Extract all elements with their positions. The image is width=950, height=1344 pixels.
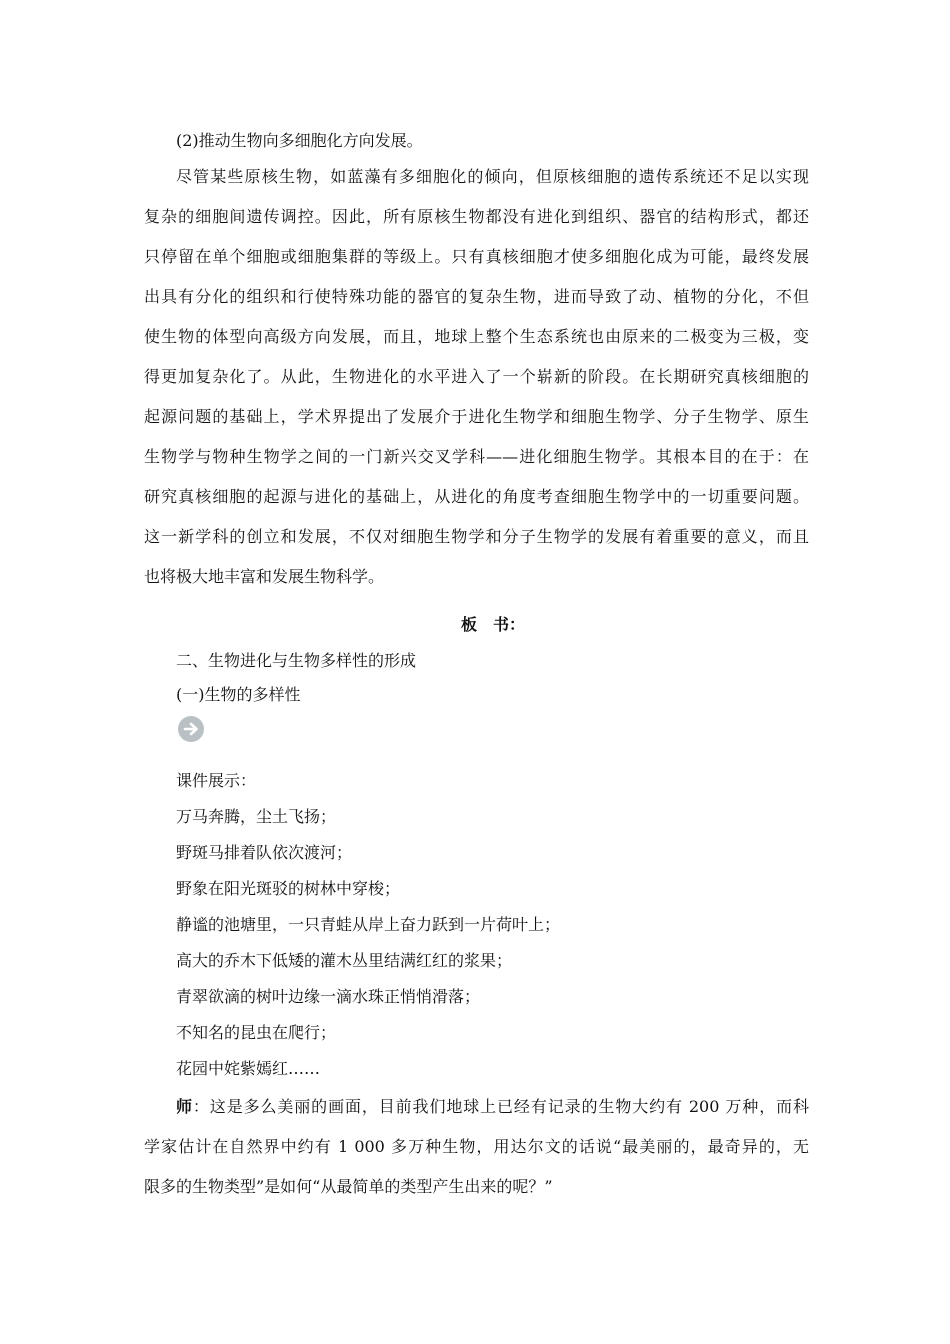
poem-line: 青翠欲滴的树叶边缘一滴水珠正悄悄滑落； [176,987,481,1006]
board-heading: 板 书： [460,615,525,634]
paragraph-point-2: (2)推动生物向多细胞化方向发展。 [176,131,423,150]
paragraph-line: 这一新学科的创立和发展，不仅对细胞生物学和分子生物学的发展有着重要的意义，而且 [144,527,809,546]
section-title: 二、生物进化与生物多样性的形成 [176,651,417,670]
paragraph-line: 使生物的体型向高级方向发展，而且，地球上整个生态系统也由原来的二极变为三极，变 [144,327,809,346]
arrow-right-circle-icon[interactable] [178,716,204,742]
poem-line: 高大的乔木下低矮的灌木丛里结满红红的浆果； [176,951,513,970]
teacher-label: 师 [176,1097,193,1116]
poem-line: 万马奔腾，尘土飞扬； [176,807,337,826]
paragraph-line: 研究真核细胞的起源与进化的基础上，从进化的角度考查细胞生物学中的一切重要问题。 [144,487,809,506]
poem-line: 不知名的昆虫在爬行； [176,1023,337,1042]
paragraph-line: 得更加复杂化了。从此，生物进化的水平进入了一个崭新的阶段。在长期研究真核细胞的 [144,367,809,386]
teacher-line [176,1094,809,1117]
courseware-label: 课件展示： [176,771,257,790]
paragraph-line: 生物学与物种生物学之间的一门新兴交叉学科——进化细胞生物学。其根本目的在于：在 [144,447,809,466]
paragraph-line: 也将极大地丰富和发展生物科学。 [144,567,385,586]
poem-line: 静谧的池塘里，一只青蛙从岸上奋力跃到一片荷叶上； [176,915,561,934]
teacher-line: 限多的生物类型”是如何“从最简单的类型产生出来的呢？” [144,1177,553,1196]
subsection-title: (一)生物的多样性 [176,685,301,704]
paragraph-line: 尽管某些原核生物，如蓝藻有多细胞化的倾向，但原核细胞的遗传系统还不足以实现 [176,167,809,186]
teacher-line: 学家估计在自然界中约有 1 000 多万种生物，用达尔文的话说“最美丽的，最奇异的，无 [144,1137,809,1156]
poem-line: 花园中姹紫嫣红…… [176,1059,321,1078]
poem-line: 野斑马排着队依次渡河； [176,843,353,862]
paragraph-line: 复杂的细胞间遗传调控。因此，所有原核生物都没有进化到组织、器官的结构形式，都还 [144,207,809,226]
paragraph-line: 只停留在单个细胞或细胞集群的等级上。只有真核细胞才使多细胞化成为可能，最终发展 [144,247,809,266]
paragraph-line: 出具有分化的组织和行使特殊功能的器官的复杂生物，进而导致了动、植物的分化，不但 [144,287,809,306]
teacher-text: ：这是多么美丽的画面，目前我们地球上已经有记录的生物大约有 200 万种，而科 [192,1097,809,1116]
paragraph-line: 起源问题的基础上，学术界提出了发展介于进化生物学和细胞生物学、分子生物学、原生 [144,407,809,426]
poem-line: 野象在阳光斑驳的树林中穿梭； [176,879,401,898]
arrow-right-icon [178,716,204,742]
